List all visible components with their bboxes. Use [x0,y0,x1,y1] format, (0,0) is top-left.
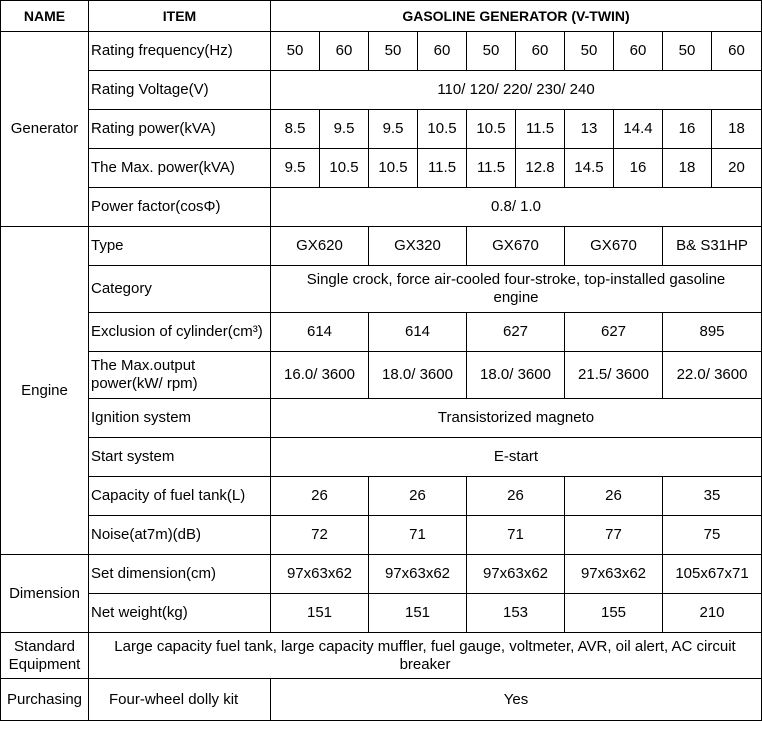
row-label: Rating frequency(Hz) [89,32,271,71]
cell: 9.5 [271,149,320,188]
header-item: ITEM [89,1,271,32]
cell: 22.0/ 3600 [663,352,762,399]
cell: 151 [271,594,369,633]
row-label: Power factor(cosΦ) [89,188,271,227]
cell: 26 [565,477,663,516]
section-standard: Standard Equipment [1,633,89,679]
cell: 18.0/ 3600 [369,352,467,399]
cell: 50 [565,32,614,71]
cell: GX320 [369,227,467,266]
row-set-dimension [1,555,762,594]
cell: 97x63x62 [467,555,565,594]
row-max-output [1,352,762,399]
cell: 14.4 [614,110,663,149]
row-label: The Max. power(kVA) [89,149,271,188]
cell: 627 [467,313,565,352]
cell: 26 [467,477,565,516]
row-label: Net weight(kg) [89,594,271,633]
cell: 8.5 [271,110,320,149]
cell: 12.8 [516,149,565,188]
row-ignition [1,399,762,438]
cell: 9.5 [369,110,418,149]
cell: 60 [516,32,565,71]
header-title: GASOLINE GENERATOR (V-TWIN) [271,1,762,32]
cell: 18.0/ 3600 [467,352,565,399]
cell: 11.5 [418,149,467,188]
row-rating-power [1,110,762,149]
section-engine: Engine [1,227,89,555]
cell: Transistorized magneto [271,399,762,438]
cell: 75 [663,516,762,555]
row-label: Rating Voltage(V) [89,71,271,110]
cell: 50 [467,32,516,71]
cell: 614 [369,313,467,352]
cell: 11.5 [516,110,565,149]
row-net-weight [1,594,762,633]
cell: 16.0/ 3600 [271,352,369,399]
row-voltage [1,71,762,110]
cell: 97x63x62 [271,555,369,594]
row-label: Rating power(kVA) [89,110,271,149]
cell: 16 [663,110,712,149]
row-displacement [1,313,762,352]
cell: 14.5 [565,149,614,188]
row-label: Type [89,227,271,266]
cell: 10.5 [369,149,418,188]
section-purchasing: Purchasing [1,679,89,721]
cell: GX670 [565,227,663,266]
cell: 895 [663,313,762,352]
cell: 35 [663,477,762,516]
row-frequency [1,32,762,71]
cell: 60 [712,32,762,71]
cell: 20 [712,149,762,188]
cell: 210 [663,594,762,633]
row-power-factor [1,188,762,227]
cell: GX620 [271,227,369,266]
cell: Large capacity fuel tank, large capacity muffler, fuel gauge, voltmeter, AVR, oil alert, AC circuit breaker [89,633,762,679]
row-label: Set dimension(cm) [89,555,271,594]
row-max-power [1,149,762,188]
cell: 110/ 120/ 220/ 230/ 240 [271,71,762,110]
row-label: Capacity of fuel tank(L) [89,477,271,516]
row-fuel-tank [1,477,762,516]
cell: 97x63x62 [565,555,663,594]
cell: 77 [565,516,663,555]
cell: 9.5 [320,110,369,149]
cell: 153 [467,594,565,633]
cell: 0.8/ 1.0 [271,188,762,227]
row-standard-equipment [1,633,762,679]
cell: 10.5 [467,110,516,149]
cell: 71 [369,516,467,555]
cell: 151 [369,594,467,633]
row-label: Noise(at7m)(dB) [89,516,271,555]
row-start [1,438,762,477]
cell: 16 [614,149,663,188]
cell: 155 [565,594,663,633]
cell: 627 [565,313,663,352]
cell: 72 [271,516,369,555]
row-label: Start system [89,438,271,477]
row-label: Category [89,266,271,313]
cell: Yes [271,679,762,721]
cell: E-start [271,438,762,477]
cell: B& S31HP [663,227,762,266]
cell: 60 [320,32,369,71]
cell: GX670 [467,227,565,266]
cell: 10.5 [320,149,369,188]
cell: 71 [467,516,565,555]
cell: 105x67x71 [663,555,762,594]
section-generator: Generator [1,32,89,227]
cell: 614 [271,313,369,352]
row-label: The Max.output power(kW/ rpm) [89,352,271,399]
row-noise [1,516,762,555]
cell: 11.5 [467,149,516,188]
row-label: Four-wheel dolly kit [89,679,271,721]
cell: 26 [369,477,467,516]
cell: Single crock, force air-cooled four-stroke, top-installed gasoline engine [271,266,762,313]
cell: 50 [663,32,712,71]
cell: 10.5 [418,110,467,149]
cell: 13 [565,110,614,149]
cell: 26 [271,477,369,516]
row-category [1,266,762,313]
row-label: Ignition system [89,399,271,438]
section-dimension: Dimension [1,555,89,633]
cell: 50 [271,32,320,71]
cell: 18 [712,110,762,149]
cell: 50 [369,32,418,71]
cell: 21.5/ 3600 [565,352,663,399]
cell: 97x63x62 [369,555,467,594]
row-label: Exclusion of cylinder(cm³) [89,313,271,352]
header-name: NAME [1,1,89,32]
cell: 18 [663,149,712,188]
row-purchasing [1,679,762,721]
row-engine-type [1,227,762,266]
header-row [1,1,762,32]
cell: 60 [418,32,467,71]
cell: 60 [614,32,663,71]
